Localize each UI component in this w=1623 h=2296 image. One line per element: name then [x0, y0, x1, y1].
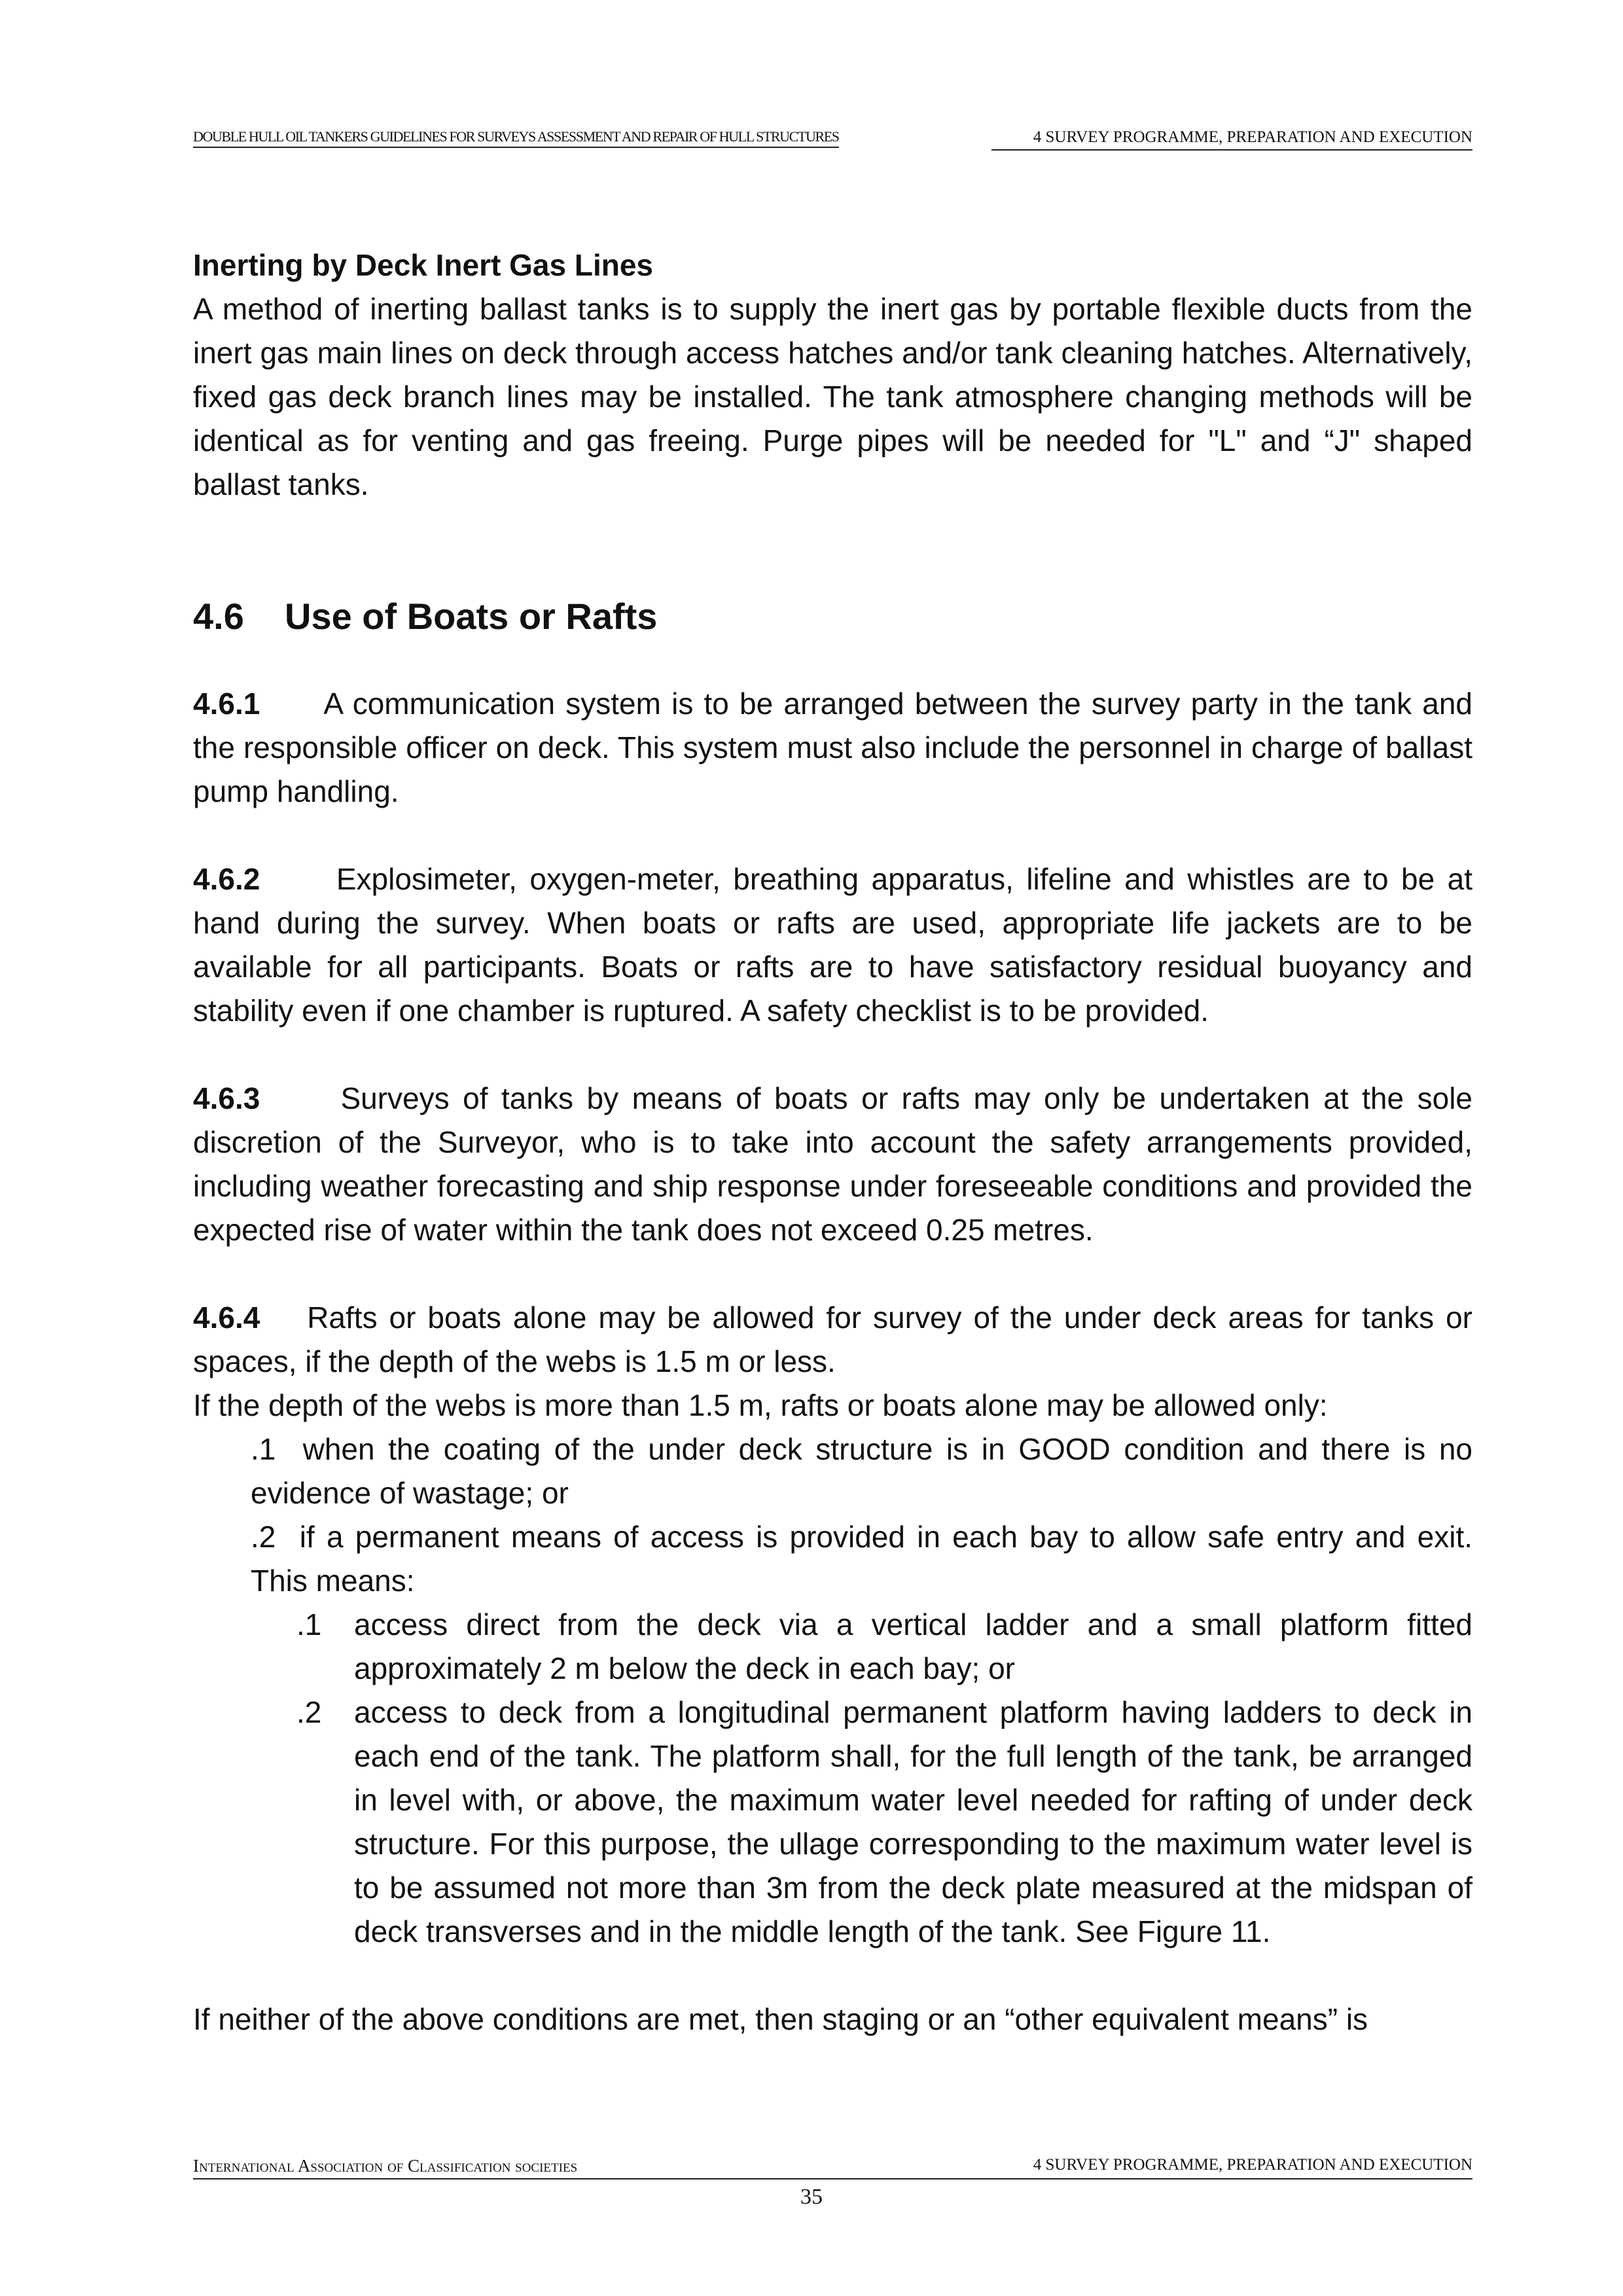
paragraph-text: Rafts or boats alone may be allowed for survey of the under deck areas for tanks or spaces, if the depth of the webs is 1.5 m or less.	[193, 1300, 1473, 1378]
list-text: access direct from the deck via a vertical ladder and a small platform fitted approximately 2 m below the deck in each bay; or	[354, 1607, 1472, 1685]
paragraph-text: A communication system is to be arranged between the survey party in the tank and the responsible officer on deck. This system must also include the personnel in charge of ballast pump handling.	[193, 687, 1472, 808]
paragraph-4-6-1	[193, 682, 1472, 814]
paragraph-text: Surveys of tanks by means of boats or rafts may only be undertaken at the sole discretion of the Surveyor, who is to take into account the safety arrangements provided, including weather forecasting and ship response under foreseeable conditions and provided the expected rise of water within the tank does not exceed 0.25 metres.	[193, 1081, 1472, 1247]
running-footer	[193, 2156, 1472, 2182]
list-marker: .2	[251, 1520, 276, 1554]
paragraph-number: 4.6.3	[193, 1081, 260, 1115]
footer-rule	[193, 2178, 1472, 2179]
sub-list-item	[296, 1603, 1472, 1691]
paragraph-inerting: A method of inerting ballast tanks is to supply the inert gas by portable flexible ducts from the inert gas main lines on deck through access hatches and/or tank cleaning hatches. Alternatively, fixed gas deck branch lines may be installed. The tank atmosphere changing methods will be identical as for venting and gas freeing. Purge pipes will be needed for "L" and “J" shaped ballast tanks.	[193, 292, 1472, 501]
list-marker: .1	[251, 1432, 276, 1466]
running-header	[193, 128, 1472, 152]
paragraph-4-6-4	[193, 1296, 1472, 1384]
paragraph-4-6-4-continuation: If the depth of the webs is more than 1.5 m, rafts or boats alone may be allowed only:	[193, 1388, 1328, 1422]
paragraph-number: 4.6.1	[193, 687, 260, 721]
section-heading	[193, 594, 1472, 638]
paragraph-text: Explosimeter, oxygen-meter, breathing apparatus, lifeline and whistles are to be at hand during the survey. When boats or rafts are used, appropriate life jackets are to be available for all participants. Boats or rafts are to have satisfactory residual buoyancy and stability even if one chamber is ruptured. A safety checklist is to be provided.	[193, 862, 1472, 1028]
paragraph-4-6-3	[193, 1077, 1472, 1252]
header-chapter-title: 4 SURVEY PROGRAMME, PREPARATION AND EXECUTION	[1033, 128, 1472, 146]
list-item	[251, 1515, 1472, 1603]
page-number: 35	[800, 2185, 823, 2209]
paragraph-4-6-2	[193, 857, 1472, 1033]
list-marker: .2	[296, 1695, 322, 1729]
list-item	[251, 1427, 1472, 1515]
section-title: Use of Boats or Rafts	[285, 596, 658, 637]
paragraph-closing: If neither of the above conditions are met, then staging or an “other equivalent means” is	[193, 2002, 1368, 2036]
list-text: when the coating of the under deck structure is in GOOD condition and there is no evidence of wastage; or	[251, 1432, 1472, 1510]
header-rule	[991, 149, 1472, 151]
footer-chapter-title: 4 SURVEY PROGRAMME, PREPARATION AND EXECUTION	[1033, 2156, 1472, 2174]
list-marker: .1	[296, 1607, 322, 1641]
list-text: if a permanent means of access is provided in each bay to allow safe entry and exit. This means:	[251, 1520, 1472, 1598]
footer-organization: International Association of Classification societies	[193, 2156, 578, 2176]
sub-list-item	[296, 1691, 1472, 1954]
paragraph-number: 4.6.4	[193, 1300, 260, 1335]
subheading-inerting: Inerting by Deck Inert Gas Lines	[193, 248, 653, 282]
list-text: access to deck from a longitudinal permanent platform having ladders to deck in each end of the tank. The platform shall, for the full length of the tank, be arranged in level with, or above, the maximum water level needed for rafting of under deck structure. For this purpose, the ullage corresponding to the maximum water level is to be assumed not more than 3m from the deck plate measured at the midspan of deck transverses and in the middle length of the tank. See Figure 11.	[354, 1695, 1472, 1948]
section-number: 4.6	[193, 596, 244, 637]
paragraph-number: 4.6.2	[193, 862, 260, 896]
header-document-title: DOUBLE HULL OIL TANKERS GUIDELINES FOR SURVEYS ASSESSMENT AND REPAIR OF HULL STRUCTURES	[193, 128, 839, 148]
page-body	[193, 243, 1472, 2041]
